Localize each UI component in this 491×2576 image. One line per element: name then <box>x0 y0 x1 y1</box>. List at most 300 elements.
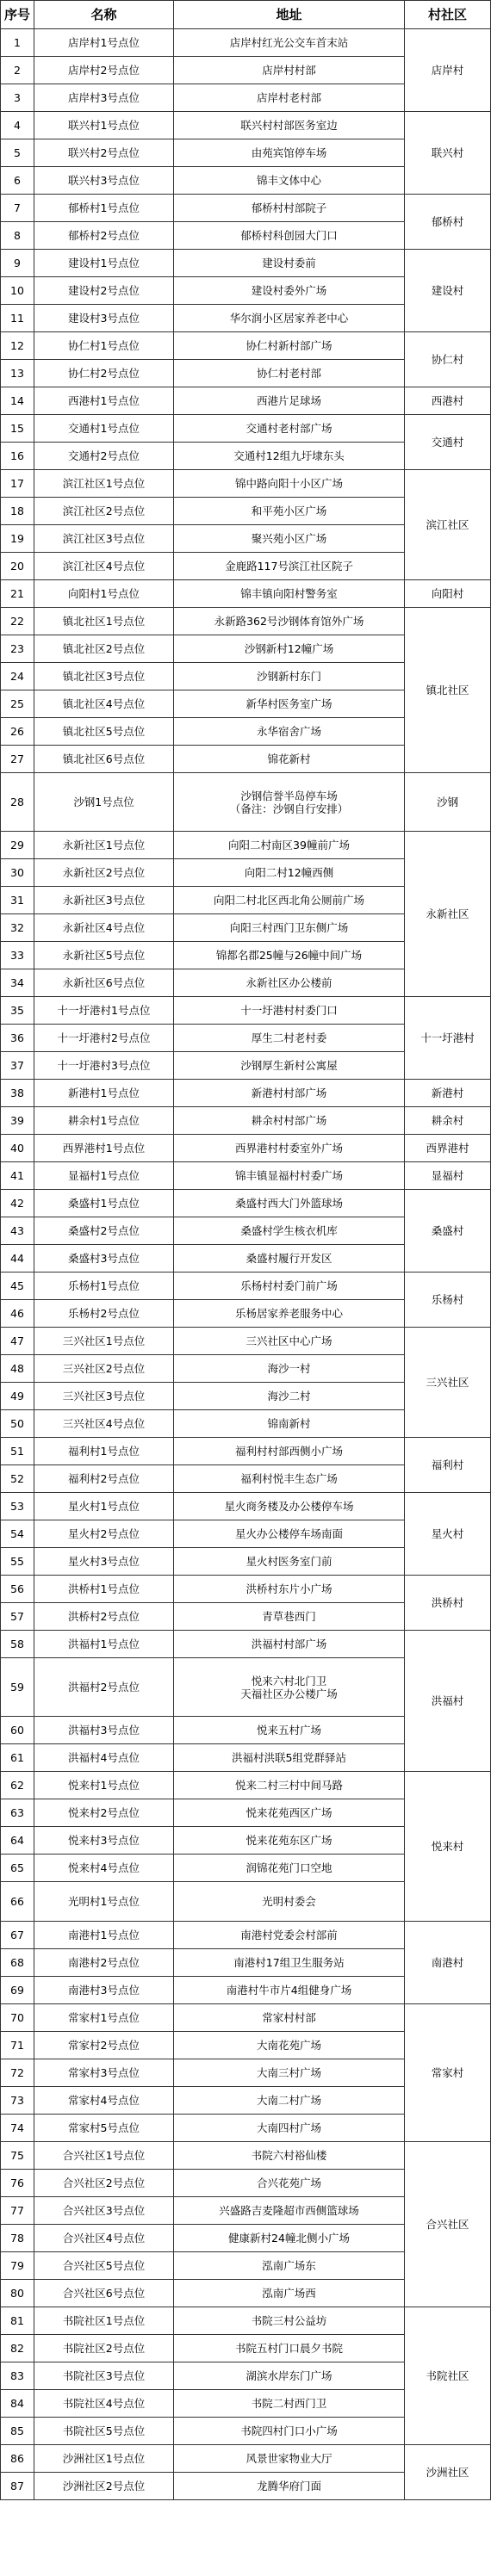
cell-name: 永新社区1号点位 <box>34 832 174 859</box>
cell-name: 书院社区5号点位 <box>34 2418 174 2445</box>
cell-no: 42 <box>1 1190 34 1217</box>
cell-name: 联兴村2号点位 <box>34 139 174 167</box>
cell-address: 耕余村村部广场 <box>174 1107 405 1135</box>
cell-no: 65 <box>1 1855 34 1882</box>
cell-no: 35 <box>1 997 34 1025</box>
cell-address: 锦花新村 <box>174 746 405 773</box>
cell-name: 乐杨村1号点位 <box>34 1273 174 1300</box>
cell-address: 永新路362号沙钢体育馆外广场 <box>174 608 405 635</box>
table-row <box>1 2004 491 2032</box>
cell-address: 悦来花苑东区广场 <box>174 1827 405 1855</box>
table-body <box>1 29 491 2500</box>
cell-name: 联兴村1号点位 <box>34 112 174 139</box>
cell-address: 联兴村村部医务室边 <box>174 112 405 139</box>
cell-no: 38 <box>1 1080 34 1107</box>
cell-name: 镇北社区2号点位 <box>34 635 174 663</box>
cell-no: 48 <box>1 1355 34 1383</box>
cell-address: 交通村老村部广场 <box>174 415 405 443</box>
cell-name: 交通村1号点位 <box>34 415 174 443</box>
cell-address: 三兴社区中心广场 <box>174 1328 405 1355</box>
table-row <box>1 250 491 277</box>
cell-name: 福利村1号点位 <box>34 1438 174 1465</box>
cell-address: 十一圩港村村委门口 <box>174 997 405 1025</box>
cell-no: 7 <box>1 195 34 222</box>
cell-address: 店岸村老村部 <box>174 84 405 112</box>
cell-no: 62 <box>1 1772 34 1799</box>
cell-address: 南港村牛市片4组健身广场 <box>174 1977 405 2004</box>
cell-community: 协仁村 <box>405 332 491 387</box>
cell-no: 19 <box>1 525 34 553</box>
cell-name: 十一圩港村2号点位 <box>34 1025 174 1052</box>
cell-address: 洪福村村部广场 <box>174 1631 405 1658</box>
table-row <box>1 2445 491 2473</box>
table-row <box>1 387 491 415</box>
cell-community: 十一圩港村 <box>405 997 491 1080</box>
cell-community: 显福村 <box>405 1162 491 1190</box>
cell-community: 洪桥村 <box>405 1576 491 1631</box>
cell-no: 17 <box>1 470 34 498</box>
cell-no: 30 <box>1 859 34 887</box>
cell-name: 南港村2号点位 <box>34 1949 174 1977</box>
cell-name: 镇北社区6号点位 <box>34 746 174 773</box>
cell-name: 桑盛村3号点位 <box>34 1245 174 1273</box>
cell-community: 新港村 <box>405 1080 491 1107</box>
cell-no: 84 <box>1 2390 34 2418</box>
cell-name: 常家村4号点位 <box>34 2087 174 2115</box>
table-row <box>1 1438 491 1465</box>
cell-address: 金鹿路117号滨江社区院子 <box>174 553 405 580</box>
cell-address: 星火办公楼停车场南面 <box>174 1520 405 1548</box>
cell-address: 沙钢厚生新村公寓屋 <box>174 1052 405 1080</box>
cell-no: 63 <box>1 1799 34 1827</box>
cell-name: 星火村1号点位 <box>34 1493 174 1520</box>
cell-no: 80 <box>1 2280 34 2307</box>
cell-address: 桑盛村西大门外篮球场 <box>174 1190 405 1217</box>
cell-no: 18 <box>1 498 34 525</box>
cell-address: 锦丰镇显福村村委广场 <box>174 1162 405 1190</box>
cell-no: 74 <box>1 2115 34 2142</box>
cell-address: 龙腾华府门面 <box>174 2473 405 2500</box>
cell-address: 大南四村广场 <box>174 2115 405 2142</box>
cell-name: 三兴社区3号点位 <box>34 1383 174 1410</box>
cell-name: 沙洲社区1号点位 <box>34 2445 174 2473</box>
cell-name: 联兴村3号点位 <box>34 167 174 195</box>
cell-address: 乐杨居家养老服务中心 <box>174 1300 405 1328</box>
cell-name: 建设村2号点位 <box>34 277 174 305</box>
cell-address: 向阳二村南区39幢前广场 <box>174 832 405 859</box>
header-no: 序号 <box>1 1 34 29</box>
cell-address: 沙钢新村12幢广场 <box>174 635 405 663</box>
cell-address: 大南二村广场 <box>174 2087 405 2115</box>
cell-name: 三兴社区4号点位 <box>34 1410 174 1438</box>
cell-no: 87 <box>1 2473 34 2500</box>
cell-no: 53 <box>1 1493 34 1520</box>
cell-address <box>174 773 405 832</box>
cell-community: 福利村 <box>405 1438 491 1493</box>
cell-no: 28 <box>1 773 34 832</box>
table-row <box>1 2307 491 2335</box>
cell-address: 青草巷西门 <box>174 1603 405 1631</box>
cell-no: 36 <box>1 1025 34 1052</box>
table-row <box>1 1080 491 1107</box>
table-row <box>1 112 491 139</box>
cell-name: 店岸村3号点位 <box>34 84 174 112</box>
cell-address: 向阳二村北区西北角公厕前广场 <box>174 887 405 914</box>
cell-community: 书院社区 <box>405 2307 491 2445</box>
cell-address: 悦来花苑西区广场 <box>174 1799 405 1827</box>
cell-name: 郁桥村2号点位 <box>34 222 174 250</box>
table-row <box>1 832 491 859</box>
header-name: 名称 <box>34 1 174 29</box>
table-row <box>1 2142 491 2170</box>
cell-no: 40 <box>1 1135 34 1162</box>
cell-address-line: 沙钢信誉半岛停车场 <box>240 789 338 802</box>
cell-name: 永新社区3号点位 <box>34 887 174 914</box>
cell-address-line: 悦来六村北门卫 <box>251 1674 327 1687</box>
cell-name: 南港村1号点位 <box>34 1922 174 1949</box>
cell-name: 十一圩港村3号点位 <box>34 1052 174 1080</box>
cell-address: 新华村医务室广场 <box>174 690 405 718</box>
cell-no: 85 <box>1 2418 34 2445</box>
cell-no: 43 <box>1 1217 34 1245</box>
cell-address: 大南三村广场 <box>174 2059 405 2087</box>
cell-address: 书院四村门口小广场 <box>174 2418 405 2445</box>
cell-community: 联兴村 <box>405 112 491 195</box>
cell-no: 86 <box>1 2445 34 2473</box>
cell-name: 镇北社区1号点位 <box>34 608 174 635</box>
cell-address: 书院五村门口晨夕书院 <box>174 2335 405 2362</box>
cell-address: 乐杨村村委门前广场 <box>174 1273 405 1300</box>
cell-community: 西港村 <box>405 387 491 415</box>
cell-no: 37 <box>1 1052 34 1080</box>
cell-no: 29 <box>1 832 34 859</box>
cell-address: 兴盛路吉麦隆超市西侧篮球场 <box>174 2197 405 2225</box>
cell-address: 协仁村老村部 <box>174 360 405 387</box>
table-row <box>1 1576 491 1603</box>
cell-no: 20 <box>1 553 34 580</box>
cell-no: 55 <box>1 1548 34 1576</box>
cell-address-line: （备注：沙钢自行安排） <box>229 802 349 815</box>
cell-no: 59 <box>1 1658 34 1717</box>
cell-name: 洪桥村1号点位 <box>34 1576 174 1603</box>
cell-name: 常家村3号点位 <box>34 2059 174 2087</box>
cell-name: 郁桥村1号点位 <box>34 195 174 222</box>
cell-name: 显福村1号点位 <box>34 1162 174 1190</box>
cell-address: 健康新村24幢北侧小广场 <box>174 2225 405 2252</box>
table-row <box>1 1162 491 1190</box>
cell-no: 78 <box>1 2225 34 2252</box>
cell-no: 79 <box>1 2252 34 2280</box>
cell-name: 滨江社区3号点位 <box>34 525 174 553</box>
cell-no: 32 <box>1 914 34 942</box>
cell-address: 锦南新村 <box>174 1410 405 1438</box>
table-row <box>1 1273 491 1300</box>
table-row <box>1 415 491 443</box>
cell-name: 永新社区5号点位 <box>34 942 174 969</box>
cell-name: 福利村2号点位 <box>34 1465 174 1493</box>
cell-name: 沙钢1号点位 <box>34 773 174 832</box>
cell-name: 悦来村2号点位 <box>34 1799 174 1827</box>
cell-community: 桑盛村 <box>405 1190 491 1273</box>
cell-name: 书院社区3号点位 <box>34 2362 174 2390</box>
cell-name: 永新社区2号点位 <box>34 859 174 887</box>
header-address: 地址 <box>174 1 405 29</box>
cell-no: 54 <box>1 1520 34 1548</box>
cell-no: 70 <box>1 2004 34 2032</box>
header-community: 村社区 <box>405 1 491 29</box>
cell-address-line: 天福社区办公楼广场 <box>240 1687 338 1700</box>
cell-no: 26 <box>1 718 34 746</box>
cell-no: 75 <box>1 2142 34 2170</box>
cell-name: 乐杨村2号点位 <box>34 1300 174 1328</box>
cell-name: 店岸村1号点位 <box>34 29 174 57</box>
cell-name: 滨江社区2号点位 <box>34 498 174 525</box>
cell-name: 十一圩港村1号点位 <box>34 997 174 1025</box>
cell-community: 沙洲社区 <box>405 2445 491 2500</box>
cell-name: 洪福村1号点位 <box>34 1631 174 1658</box>
cell-address: 华尔润小区居家养老中心 <box>174 305 405 332</box>
cell-name: 镇北社区5号点位 <box>34 718 174 746</box>
table-row <box>1 195 491 222</box>
table-row <box>1 1493 491 1520</box>
cell-no: 66 <box>1 1882 34 1922</box>
table-row <box>1 332 491 360</box>
cell-name: 永新社区6号点位 <box>34 969 174 997</box>
cell-no: 10 <box>1 277 34 305</box>
cell-no: 52 <box>1 1465 34 1493</box>
cell-name: 交通村2号点位 <box>34 443 174 470</box>
cell-address: 星火村医务室门前 <box>174 1548 405 1576</box>
table-row <box>1 29 491 57</box>
cell-address: 厚生二村老村委 <box>174 1025 405 1052</box>
cell-community: 悦来村 <box>405 1772 491 1922</box>
cell-address: 交通村12组九圩埭东头 <box>174 443 405 470</box>
cell-name: 耕余村1号点位 <box>34 1107 174 1135</box>
cell-address: 南港村党委会村部前 <box>174 1922 405 1949</box>
table-row <box>1 1107 491 1135</box>
cell-name: 常家村1号点位 <box>34 2004 174 2032</box>
cell-address: 郁桥村村部院子 <box>174 195 405 222</box>
cell-name: 洪福村4号点位 <box>34 1744 174 1772</box>
cell-no: 50 <box>1 1410 34 1438</box>
cell-no: 16 <box>1 443 34 470</box>
cell-address: 郁桥村科创园大门口 <box>174 222 405 250</box>
cell-name: 悦来村4号点位 <box>34 1855 174 1882</box>
cell-no: 21 <box>1 580 34 608</box>
cell-community: 沙钢 <box>405 773 491 832</box>
cell-no: 67 <box>1 1922 34 1949</box>
table-row <box>1 773 491 832</box>
cell-no: 24 <box>1 663 34 690</box>
cell-no: 68 <box>1 1949 34 1977</box>
cell-no: 72 <box>1 2059 34 2087</box>
cell-address: 风景世家物业大厅 <box>174 2445 405 2473</box>
cell-name: 三兴社区1号点位 <box>34 1328 174 1355</box>
cell-name: 洪桥村2号点位 <box>34 1603 174 1631</box>
cell-address: 建设村委外广场 <box>174 277 405 305</box>
cell-no: 9 <box>1 250 34 277</box>
table-row <box>1 1190 491 1217</box>
cell-no: 46 <box>1 1300 34 1328</box>
cell-no: 49 <box>1 1383 34 1410</box>
cell-community: 镇北社区 <box>405 608 491 773</box>
cell-community: 店岸村 <box>405 29 491 112</box>
table-row <box>1 1922 491 1949</box>
cell-no: 81 <box>1 2307 34 2335</box>
cell-community: 洪福村 <box>405 1631 491 1772</box>
cell-address: 书院二村西门卫 <box>174 2390 405 2418</box>
cell-no: 23 <box>1 635 34 663</box>
cell-community: 滨江社区 <box>405 470 491 580</box>
cell-community: 永新社区 <box>405 832 491 997</box>
cell-address: 南港村17组卫生服务站 <box>174 1949 405 1977</box>
cell-no: 56 <box>1 1576 34 1603</box>
cell-no: 4 <box>1 112 34 139</box>
cell-no: 6 <box>1 167 34 195</box>
cell-community: 合兴社区 <box>405 2142 491 2307</box>
cell-name: 协仁村1号点位 <box>34 332 174 360</box>
cell-address: 泓南广场东 <box>174 2252 405 2280</box>
cell-address: 湖滨水岸东门广场 <box>174 2362 405 2390</box>
cell-community: 向阳村 <box>405 580 491 608</box>
table-row <box>1 1328 491 1355</box>
cell-address: 由苑宾馆停车场 <box>174 139 405 167</box>
cell-name: 桑盛村2号点位 <box>34 1217 174 1245</box>
cell-no: 45 <box>1 1273 34 1300</box>
cell-name: 建设村1号点位 <box>34 250 174 277</box>
cell-address: 桑盛村学生核衣机库 <box>174 1217 405 1245</box>
cell-no: 34 <box>1 969 34 997</box>
cell-address: 悦来二村三村中间马路 <box>174 1772 405 1799</box>
cell-address: 向阳二村12幢西侧 <box>174 859 405 887</box>
cell-no: 69 <box>1 1977 34 2004</box>
cell-name: 南港村3号点位 <box>34 1977 174 2004</box>
cell-address: 润锦花苑门口空地 <box>174 1855 405 1882</box>
cell-name: 常家村5号点位 <box>34 2115 174 2142</box>
cell-address: 光明村委会 <box>174 1882 405 1922</box>
cell-address: 聚兴苑小区广场 <box>174 525 405 553</box>
cell-community: 常家村 <box>405 2004 491 2142</box>
cell-no: 15 <box>1 415 34 443</box>
cell-address: 锦都名郡25幢与26幢中间广场 <box>174 942 405 969</box>
header-row <box>1 1 491 29</box>
cell-name: 光明村1号点位 <box>34 1882 174 1922</box>
cell-no: 82 <box>1 2335 34 2362</box>
cell-no: 39 <box>1 1107 34 1135</box>
cell-name: 向阳村1号点位 <box>34 580 174 608</box>
cell-name: 新港村1号点位 <box>34 1080 174 1107</box>
cell-community: 郁桥村 <box>405 195 491 250</box>
cell-no: 64 <box>1 1827 34 1855</box>
table-row <box>1 470 491 498</box>
cell-address: 合兴花苑广场 <box>174 2170 405 2197</box>
cell-no: 31 <box>1 887 34 914</box>
cell-address: 悦来五村广场 <box>174 1717 405 1744</box>
cell-no: 41 <box>1 1162 34 1190</box>
cell-no: 1 <box>1 29 34 57</box>
cell-no: 77 <box>1 2197 34 2225</box>
cell-name: 合兴社区4号点位 <box>34 2225 174 2252</box>
cell-no: 12 <box>1 332 34 360</box>
cell-address: 锦中路向阳十小区广场 <box>174 470 405 498</box>
cell-community: 星火村 <box>405 1493 491 1576</box>
cell-name: 合兴社区2号点位 <box>34 2170 174 2197</box>
cell-address: 书院三村公益坊 <box>174 2307 405 2335</box>
table-row <box>1 1772 491 1799</box>
cell-no: 51 <box>1 1438 34 1465</box>
cell-address: 新港村村部广场 <box>174 1080 405 1107</box>
cell-name: 合兴社区5号点位 <box>34 2252 174 2280</box>
cell-community: 三兴社区 <box>405 1328 491 1438</box>
cell-address <box>174 1658 405 1717</box>
cell-address: 福利村悦丰生态广场 <box>174 1465 405 1493</box>
cell-community: 南港村 <box>405 1922 491 2004</box>
cell-no: 57 <box>1 1603 34 1631</box>
cell-name: 店岸村2号点位 <box>34 57 174 84</box>
cell-address: 桑盛村履行开发区 <box>174 1245 405 1273</box>
cell-name: 永新社区4号点位 <box>34 914 174 942</box>
cell-address: 福利村村部西侧小广场 <box>174 1438 405 1465</box>
cell-no: 83 <box>1 2362 34 2390</box>
cell-no: 71 <box>1 2032 34 2059</box>
cell-address: 海沙二村 <box>174 1383 405 1410</box>
cell-address: 协仁村新村部广场 <box>174 332 405 360</box>
cell-name: 常家村2号点位 <box>34 2032 174 2059</box>
cell-address: 店岸村红光公交车首末站 <box>174 29 405 57</box>
cell-address: 大南花苑广场 <box>174 2032 405 2059</box>
cell-address: 泓南广场西 <box>174 2280 405 2307</box>
cell-no: 25 <box>1 690 34 718</box>
cell-community: 耕余村 <box>405 1107 491 1135</box>
cell-address: 永新社区办公楼前 <box>174 969 405 997</box>
cell-no: 73 <box>1 2087 34 2115</box>
cell-address: 店岸村村部 <box>174 57 405 84</box>
cell-community: 乐杨村 <box>405 1273 491 1328</box>
cell-name: 合兴社区1号点位 <box>34 2142 174 2170</box>
cell-community: 交通村 <box>405 415 491 470</box>
cell-address: 常家村村部 <box>174 2004 405 2032</box>
cell-address: 洪福村洪联5组党群驿站 <box>174 1744 405 1772</box>
cell-address: 洪桥村东片小广场 <box>174 1576 405 1603</box>
cell-no: 11 <box>1 305 34 332</box>
cell-address: 锦丰文体中心 <box>174 167 405 195</box>
cell-address: 海沙一村 <box>174 1355 405 1383</box>
cell-community: 建设村 <box>405 250 491 332</box>
cell-name: 沙洲社区2号点位 <box>34 2473 174 2500</box>
cell-no: 14 <box>1 387 34 415</box>
cell-no: 13 <box>1 360 34 387</box>
cell-name: 悦来村1号点位 <box>34 1772 174 1799</box>
cell-address: 和平苑小区广场 <box>174 498 405 525</box>
cell-address: 沙钢新村东门 <box>174 663 405 690</box>
cell-no: 5 <box>1 139 34 167</box>
cell-no: 3 <box>1 84 34 112</box>
cell-no: 60 <box>1 1717 34 1744</box>
cell-address: 永华宿舍广场 <box>174 718 405 746</box>
cell-name: 星火村2号点位 <box>34 1520 174 1548</box>
cell-name: 镇北社区4号点位 <box>34 690 174 718</box>
cell-name: 西港村1号点位 <box>34 387 174 415</box>
cell-name: 星火村3号点位 <box>34 1548 174 1576</box>
cell-name: 滨江社区1号点位 <box>34 470 174 498</box>
cell-name: 书院社区4号点位 <box>34 2390 174 2418</box>
cell-address: 西界港村村委室外广场 <box>174 1135 405 1162</box>
cell-community: 西界港村 <box>405 1135 491 1162</box>
table-row <box>1 997 491 1025</box>
cell-no: 61 <box>1 1744 34 1772</box>
cell-address: 向阳三村西门卫东侧广场 <box>174 914 405 942</box>
cell-no: 33 <box>1 942 34 969</box>
